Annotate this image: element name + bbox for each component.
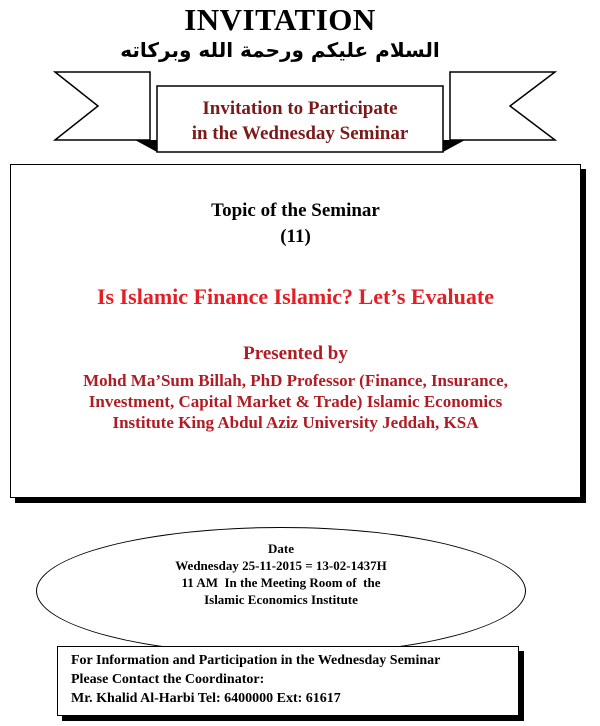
date-value: Wednesday 25-11-2015 = 13-02-1437H (175, 558, 387, 573)
date-label: Date (268, 541, 294, 556)
seminar-title: Is Islamic Finance Islamic? Let’s Evaluate (97, 284, 494, 309)
banner-heading (160, 96, 440, 146)
seminar-number-value: 11 (286, 226, 305, 247)
presenter-line-1: Mohd Ma’Sum Billah, PhD Professor (Finance, Insurance, (83, 371, 508, 390)
contact-info (71, 651, 511, 708)
page-title: INVITATION (184, 2, 376, 37)
place: Islamic Economics Institute (204, 592, 358, 607)
presenter-line-3: Institute King Abdul Aziz University Jeddah, KSA (112, 413, 479, 432)
time-place: 11 AM In the Meeting Room of the (181, 575, 381, 590)
topic-label: Topic of the Seminar (211, 200, 380, 221)
ribbon-banner (0, 0, 600, 175)
banner-line-1: Invitation to Participate (202, 98, 398, 119)
seminar-number: (11) (280, 226, 311, 247)
contact-line-3: Mr. Khalid Al-Harbi Tel: 6400000 Ext: 61617 (71, 691, 341, 706)
presenter-line-2: Investment, Capital Market & Trade) Islamic Economics (88, 392, 503, 411)
arabic-greeting: السلام عليكم ورحمة الله وبركاته (120, 38, 440, 62)
topic-block (10, 198, 581, 250)
banner-line-2: in the Wednesday Seminar (191, 123, 409, 144)
presented-by-label: Presented by (243, 343, 348, 364)
presenter-details (10, 370, 581, 433)
date-block (36, 540, 526, 608)
contact-line-1: For Information and Participation in the Wednesday Seminar (71, 653, 441, 668)
contact-line-2: Please Contact the Coordinator: (71, 672, 265, 687)
